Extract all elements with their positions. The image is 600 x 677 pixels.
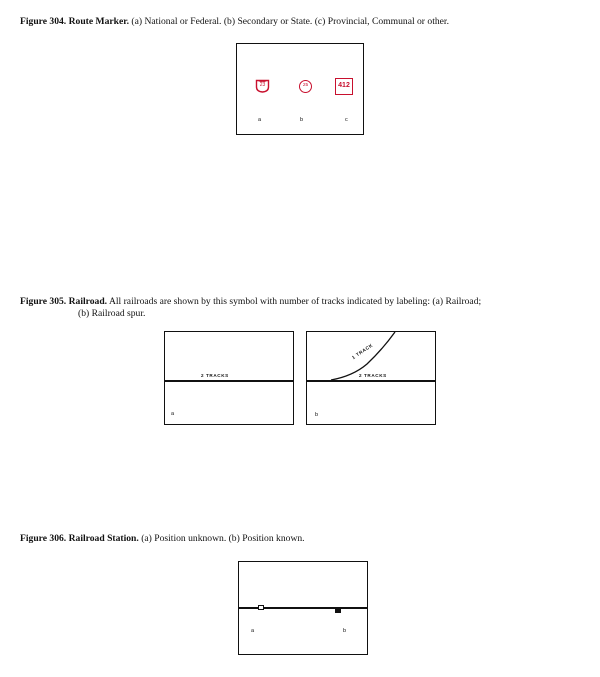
fig304-title: Route Marker. <box>68 16 130 27</box>
fig304-label-c: c <box>345 117 348 123</box>
fig306-label-b: b <box>343 628 347 634</box>
route-number-state: 25 <box>302 83 309 88</box>
fig306-frame <box>238 561 368 655</box>
route-number-provincial: 412 <box>338 81 350 89</box>
fig305-label-a: a <box>171 411 175 417</box>
route-marker-provincial <box>335 78 353 95</box>
fig305b-spur-label: 1 TRACK <box>351 342 374 361</box>
railroad-line <box>165 380 293 382</box>
station-unknown-symbol <box>258 605 264 610</box>
fig304-label-a: a <box>258 117 262 123</box>
station-known-symbol <box>335 609 341 613</box>
fig306-text: (a) Position unknown. (b) Position known. <box>141 533 305 544</box>
route-number-national: 23 <box>259 82 266 88</box>
fig305b-frame <box>306 331 436 425</box>
fig306-caption <box>20 533 305 545</box>
fig304-text: (a) National or Federal. (b) Secondary or State. (c) Provincial, Communal or other. <box>131 16 449 27</box>
fig305-caption <box>20 296 592 320</box>
fig305-text2: (b) Railroad spur. <box>78 308 146 319</box>
fig306-number: Figure 306. <box>20 533 67 544</box>
fig305b-track-label: 2 TRACKS <box>359 373 387 378</box>
fig305-title: Railroad. <box>68 296 108 307</box>
fig305-text: All railroads are shown by this symbol with number of tracks indicated by labeling: (a) Railroad; <box>108 296 482 307</box>
fig304-label-b: b <box>300 117 304 123</box>
route-marker-national <box>255 79 270 93</box>
route-marker-state <box>299 80 312 93</box>
fig304-frame <box>236 43 364 135</box>
fig305-number: Figure 305. <box>20 296 67 307</box>
fig305a-track-label: 2 TRACKS <box>201 373 229 378</box>
fig304-caption <box>20 16 449 28</box>
fig305-label-b: b <box>315 412 319 418</box>
fig306-label-a: a <box>251 628 255 634</box>
fig305a-frame <box>164 331 294 425</box>
fig304-number: Figure 304. <box>20 16 67 27</box>
fig306-title: Railroad Station. <box>68 533 139 544</box>
